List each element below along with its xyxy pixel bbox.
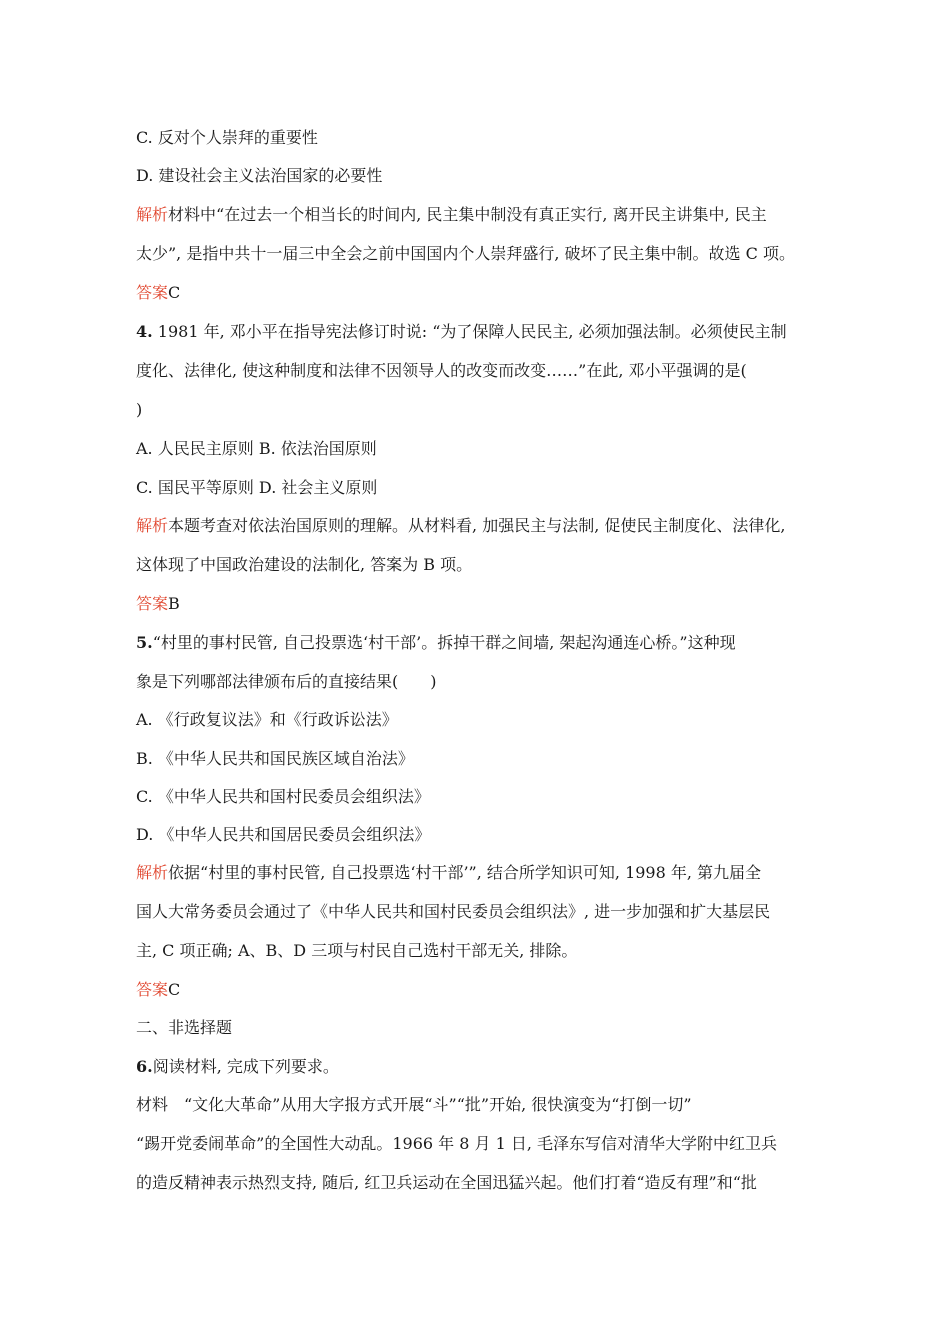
- q5-analysis-line-2: 国人大常务委员会通过了《中华人民共和国村民委员会组织法》, 进一步加强和扩大基层民: [136, 902, 771, 921]
- q4-answer: [136, 593, 180, 615]
- q5-answer-value: C: [168, 980, 181, 999]
- q4-analysis-line-2: 这体现了中国政治建设的法制化, 答案为 B 项。: [136, 555, 473, 574]
- q5-stem-text-1: “村里的事村民管, 自己投票选‘村干部’。拆掉干群之间墙, 架起沟通连心桥。”这种现: [152, 633, 736, 652]
- q5-option-d: D. 《中华人民共和国居民委员会组织法》: [136, 825, 431, 844]
- q6-number: 6.: [136, 1057, 153, 1076]
- q5-analysis-line-1: [136, 862, 761, 884]
- analysis-tag: 解析: [136, 863, 169, 882]
- q4-analysis-text-1: 本题考查对依法治国原则的理解。从材料看, 加强民主与法制, 促使民主制度化、法律化,: [168, 516, 786, 535]
- q5-option-c: C. 《中华人民共和国村民委员会组织法》: [136, 787, 430, 806]
- q5-option-b: B. 《中华人民共和国民族区域自治法》: [136, 749, 414, 768]
- q4-analysis-line-1: [136, 515, 785, 537]
- q6-material-line-2: “踢开党委闹革命”的全国性大动乱。1966 年 8 月 1 日, 毛泽东写信对清华大学附中红卫兵: [136, 1134, 778, 1153]
- q6-stem: [136, 1056, 339, 1078]
- q4-stem-line-1: [136, 321, 787, 343]
- answer-tag: 答案: [136, 980, 169, 999]
- q3-analysis-line-2: 太少”, 是指中共十一届三中全会之前中国国内个人崇拜盛行, 破坏了民主集中制。故选 C 项。: [136, 244, 795, 263]
- q4-stem-text-1: 1981 年, 邓小平在指导宪法修订时说: “为了保障人民民主, 必须加强法制。必须使民主制: [152, 322, 787, 341]
- q6-material-line-3: 的造反精神表示热烈支持, 随后, 红卫兵运动在全国迅猛兴起。他们打着“造反有理”和“批: [136, 1173, 757, 1192]
- q5-stem-line-2: 象是下列哪部法律颁布后的直接结果( ): [136, 672, 437, 691]
- q3-answer-value: C: [168, 283, 181, 302]
- answer-tag: 答案: [136, 283, 169, 302]
- q4-stem-line-2: 度化、法律化, 使这种制度和法律不因领导人的改变而改变……”在此, 邓小平强调的是(: [136, 361, 747, 380]
- q5-answer: [136, 979, 180, 1001]
- q5-number: 5.: [136, 633, 153, 652]
- q4-options-line-1: A. 人民民主原则 B. 依法治国原则: [136, 439, 377, 458]
- q4-stem-line-3: ): [136, 400, 143, 419]
- section-heading: 二、非选择题: [136, 1018, 233, 1037]
- q3-answer: [136, 282, 180, 304]
- q3-analysis-text-1: 材料中“在过去一个相当长的时间内, 民主集中制没有真正实行, 离开民主讲集中, 民主: [168, 205, 767, 224]
- answer-tag: 答案: [136, 594, 169, 613]
- q3-option-c: C. 反对个人崇拜的重要性: [136, 128, 318, 147]
- q5-stem-line-1: [136, 632, 736, 654]
- q5-analysis-line-3: 主, C 项正确; A、B、D 三项与村民自己选村干部无关, 排除。: [136, 941, 578, 960]
- q4-number: 4.: [136, 322, 153, 341]
- q4-answer-value: B: [168, 594, 180, 613]
- q3-option-d: D. 建设社会主义法治国家的必要性: [136, 166, 383, 185]
- q5-analysis-text-1: 依据“村里的事村民管, 自己投票选‘村干部’”, 结合所学知识可知, 1998 年, 第九届全: [168, 863, 762, 882]
- analysis-tag: 解析: [136, 516, 169, 535]
- q4-options-line-2: C. 国民平等原则 D. 社会主义原则: [136, 478, 378, 497]
- analysis-tag: 解析: [136, 205, 169, 224]
- q5-option-a: A. 《行政复议法》和《行政诉讼法》: [136, 710, 398, 729]
- q6-stem-text: 阅读材料, 完成下列要求。: [152, 1057, 339, 1076]
- q3-analysis-line-1: [136, 204, 767, 226]
- q6-material-line-1: 材料 “文化大革命”从用大字报方式开展“斗”“批”开始, 很快演变为“打倒一切”: [136, 1095, 692, 1114]
